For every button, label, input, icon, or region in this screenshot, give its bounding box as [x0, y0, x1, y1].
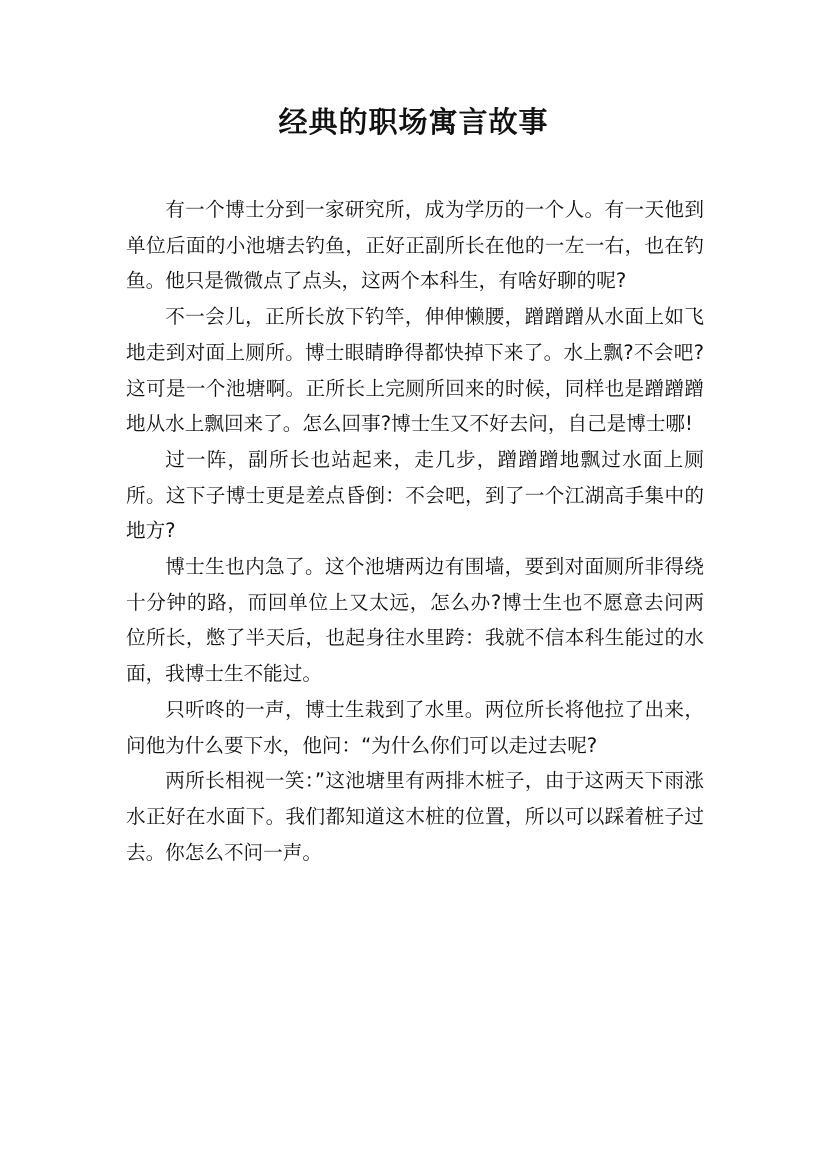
paragraph-2: 不一会儿，正所长放下钓竿，伸伸懒腰，蹭蹭蹭从水面上如飞地走到对面上厕所。博士眼睛睁得都快掉下来了。水上飘?不会吧?这可是一个池塘啊。正所长上完厕所回来的时候，同样也是蹭蹭蹭地从水上飘回来了。怎么回事?博士生又不好去问，自己是博士哪! — [126, 305, 704, 436]
document-body — [126, 192, 704, 870]
paragraph-3: 过一阵，副所长也站起来，走几步，蹭蹭蹭地飘过水面上厕所。这下子博士更是差点昏倒：不会吧，到了一个江湖高手集中的地方? — [126, 447, 704, 543]
paragraph-5: 只听咚的一声，博士生栽到了水里。两位所长将他拉了出来，问他为什么要下水，他问：“为什么你们可以走过去呢? — [126, 697, 704, 757]
paragraph-1: 有一个博士分到一家研究所，成为学历的一个人。有一天他到单位后面的小池塘去钓鱼，正好正副所长在他的一左一右，也在钓鱼。他只是微微点了点头，这两个本科生，有啥好聊的呢? — [126, 198, 704, 293]
document-title: 经典的职场寓言故事 — [278, 105, 549, 139]
paragraph-4: 博士生也内急了。这个池塘两边有围墙，要到对面厕所非得绕十分钟的路，而回单位上又太远，怎么办?博士生也不愿意去问两位所长，憋了半天后，也起身往水里跨：我就不信本科生能过的水面，我博士生不能过。 — [126, 555, 704, 686]
paragraph-6: 两所长相视一笑：”这池塘里有两排木桩子，由于这两天下雨涨水正好在水面下。我们都知道这木桩的位置，所以可以踩着桩子过去。你怎么不问一声。 — [126, 769, 704, 864]
